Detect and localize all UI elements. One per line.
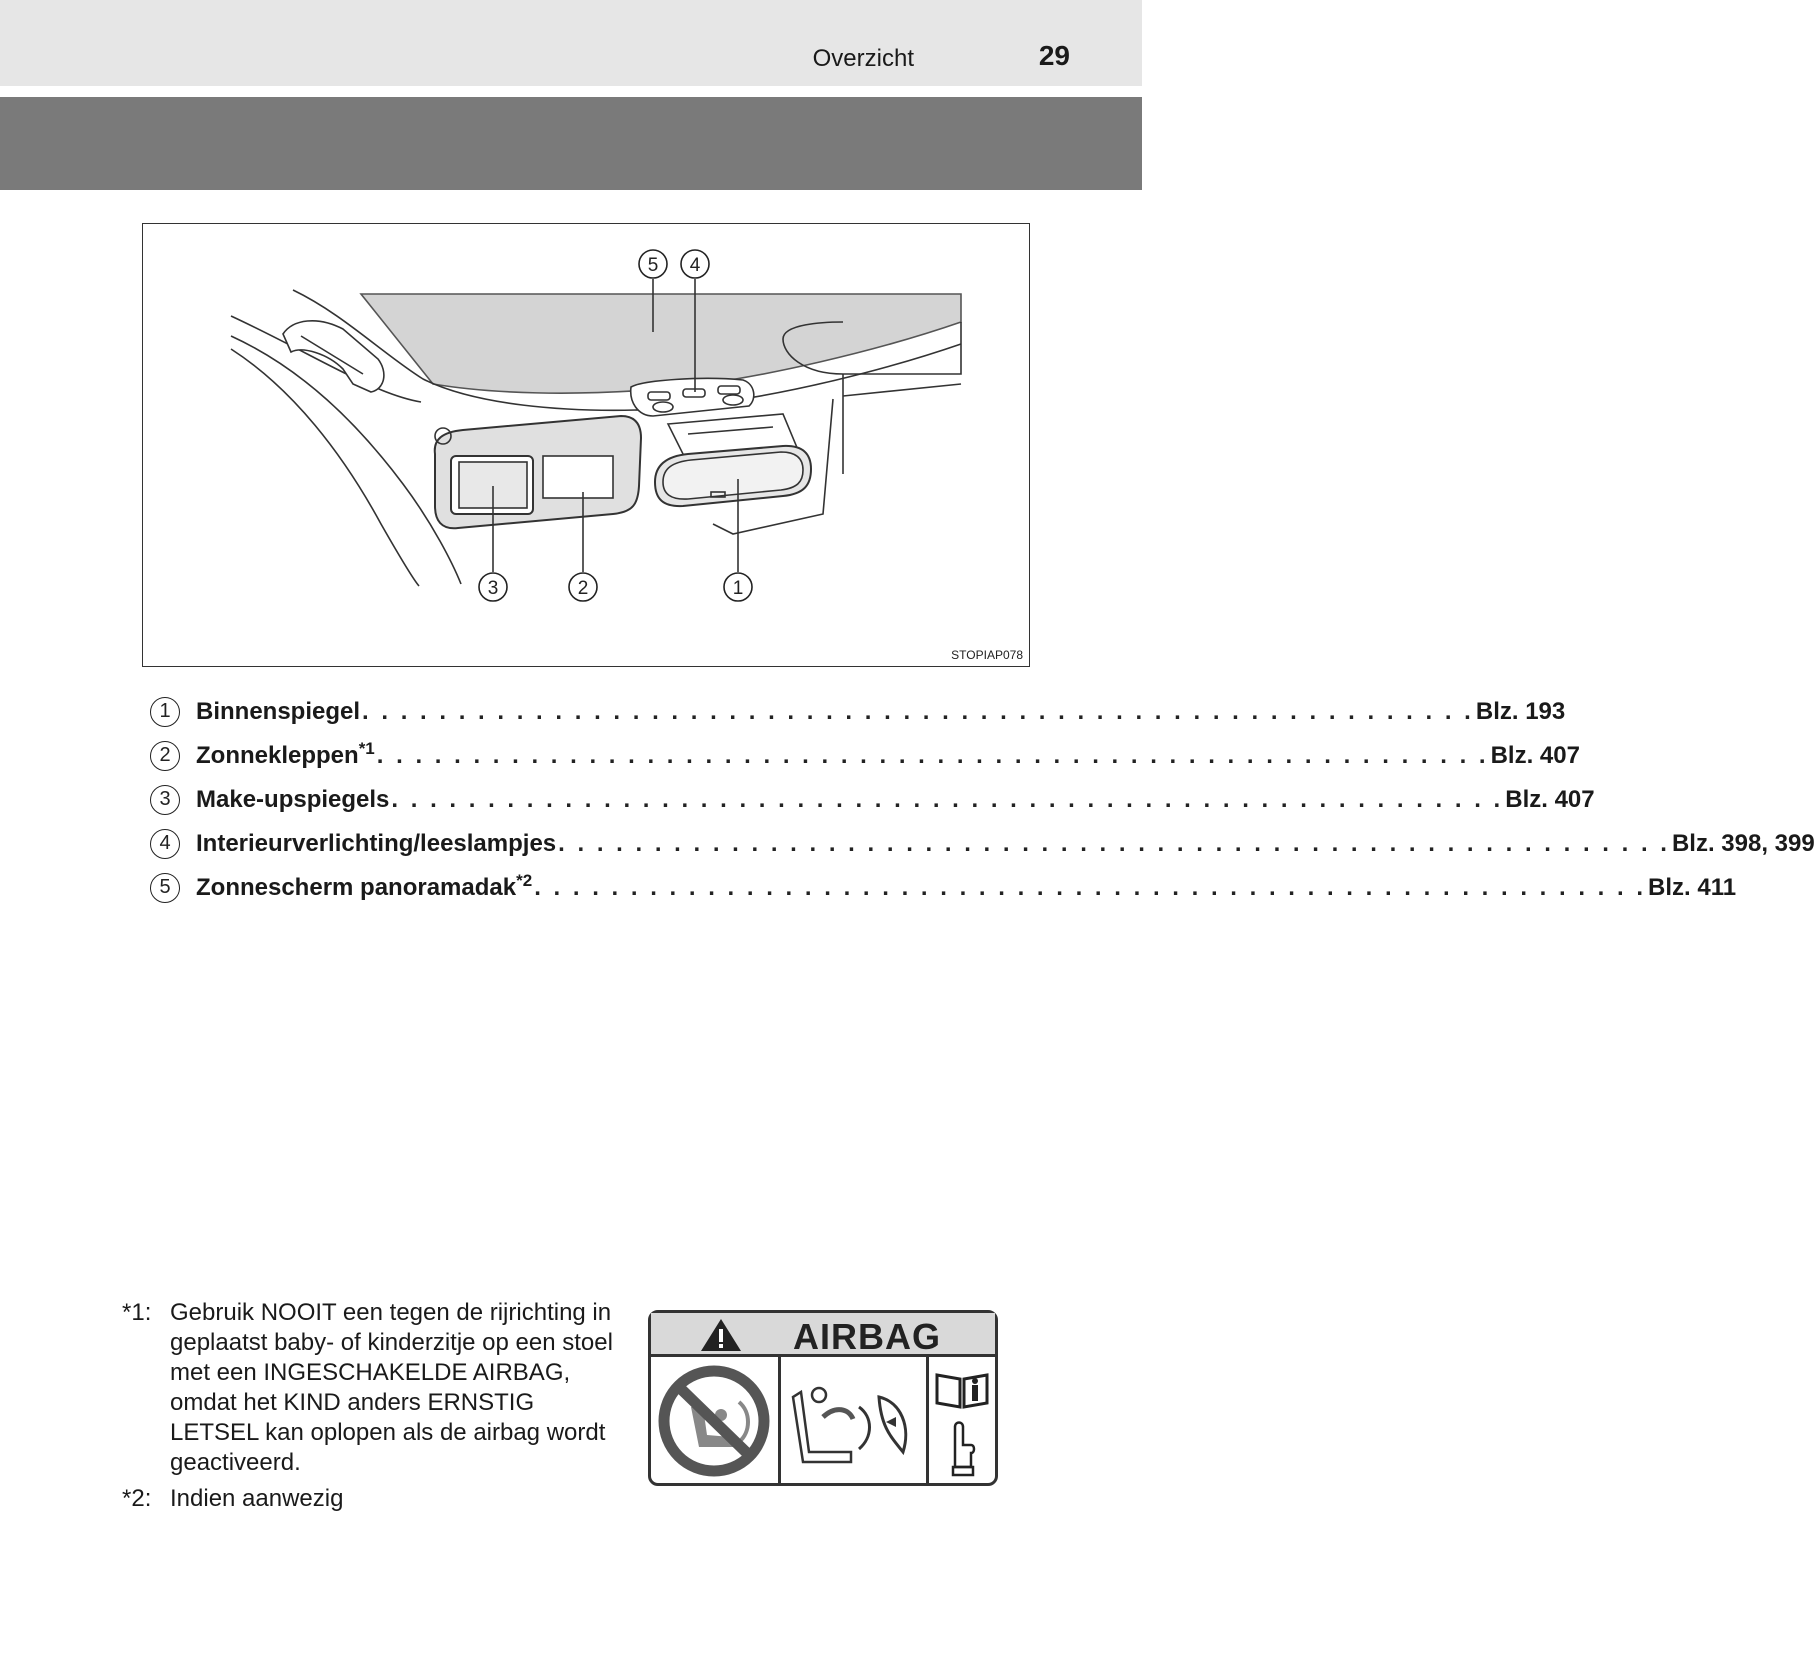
legend-label: Zonnescherm panoramadak$^{*2}$ <box>196 871 533 901</box>
airbag-title: AIRBAG <box>793 1316 941 1357</box>
legend-item <box>150 778 1595 822</box>
footnote-ref: *1 <box>358 739 375 758</box>
legend-item <box>150 866 1737 910</box>
callout-1-label: 1 <box>732 578 744 599</box>
warning-triangle-icon <box>699 1317 743 1353</box>
section-title: Overzicht <box>812 45 914 72</box>
legend-page-ref: Blz. 193 <box>1475 698 1566 725</box>
legend-page-ref: Blz. 411 <box>1648 874 1737 901</box>
legend-page-ref: Blz. 398, 399 <box>1671 830 1815 857</box>
leader-dots: . . . . . . . . . . . . . . . . . . . . . . . . . . . . . . . . . . . . . . . . . . . . . . . . . . . . . . . . . . <box>391 786 1504 813</box>
legend-label: Interieurverlichting/leeslampjes <box>196 830 557 857</box>
leader-dots: . . . . . . . . . . . . . . . . . . . . . . . . . . . . . . . . . . . . . . . . . . . . . . . . . . . . . . . . . . <box>376 742 1489 769</box>
legend-page-ref: Blz. 407 <box>1505 786 1595 813</box>
leader-dots: . . . . . . . . . . . . . . . . . . . . . . . . . . . . . . . . . . . . . . . . . . . . . . . . . . . . . . . . . . <box>534 874 1647 901</box>
legend-number: 5 <box>150 873 180 903</box>
roof-console-drawing <box>143 224 1028 665</box>
callout-5-label: 5 <box>647 255 659 276</box>
callout-2-label: 2 <box>577 578 589 599</box>
footnote-mark: *2: <box>122 1485 152 1512</box>
legend-label: Binnenspiegel <box>196 698 361 725</box>
footnote-text: Indien aanwezig <box>170 1485 344 1512</box>
legend-label: Make-upspiegels <box>196 786 390 813</box>
interior-illustration <box>142 223 1030 667</box>
footnote-ref: *2 <box>516 871 533 890</box>
owners-manual-icon <box>929 1357 995 1486</box>
leader-dots: . . . . . . . . . . . . . . . . . . . . . . . . . . . . . . . . . . . . . . . . . . . . . . . . . . . . . . . . . . <box>558 830 1670 857</box>
figure-code: STOPIAP078 <box>951 648 1023 662</box>
leader-dots: . . . . . . . . . . . . . . . . . . . . . . . . . . . . . . . . . . . . . . . . . . . . . . . . . . . . . . . . . . <box>362 698 1474 725</box>
manual-reference-cell <box>929 1357 995 1486</box>
header-band <box>0 97 1142 190</box>
airbag-deploy-cell <box>781 1357 929 1486</box>
legend-number: 2 <box>150 741 180 771</box>
legend-number: 3 <box>150 785 180 815</box>
page-header <box>0 0 1142 86</box>
callout-4-label: 4 <box>689 255 701 276</box>
footnote-text: Gebruik NOOIT een tegen de rijrichting in geplaatst baby- of kinderzitje op een stoel met een INGESCHAKELDE AIRBAG, omdat het KIND anders ERNSTIG LETSEL kan oplopen als de airbag wordt geactiveerd. <box>170 1299 613 1476</box>
seat-airbag-icon <box>781 1357 926 1486</box>
component-legend <box>150 690 1815 910</box>
legend-label: Zonnekleppen$^{*1}$ <box>196 739 375 769</box>
legend-item <box>150 822 1815 866</box>
callout-3-label: 3 <box>487 578 499 599</box>
prohibited-child-seat-icon <box>651 1357 778 1486</box>
legend-page-ref: Blz. 407 <box>1490 742 1580 769</box>
footnote-mark: *1: <box>122 1299 152 1326</box>
footnotes <box>122 1298 622 1514</box>
legend-number: 4 <box>150 829 180 859</box>
legend-item <box>150 734 1580 778</box>
legend-number: 1 <box>150 697 180 727</box>
no-rear-facing-seat-cell <box>651 1357 781 1486</box>
footnote-2 <box>122 1484 622 1514</box>
page-number: 29 <box>1038 40 1070 71</box>
footnote-1 <box>122 1298 622 1478</box>
legend-item <box>150 690 1566 734</box>
airbag-warning-label <box>648 1310 998 1486</box>
airbag-label-header <box>651 1313 995 1357</box>
